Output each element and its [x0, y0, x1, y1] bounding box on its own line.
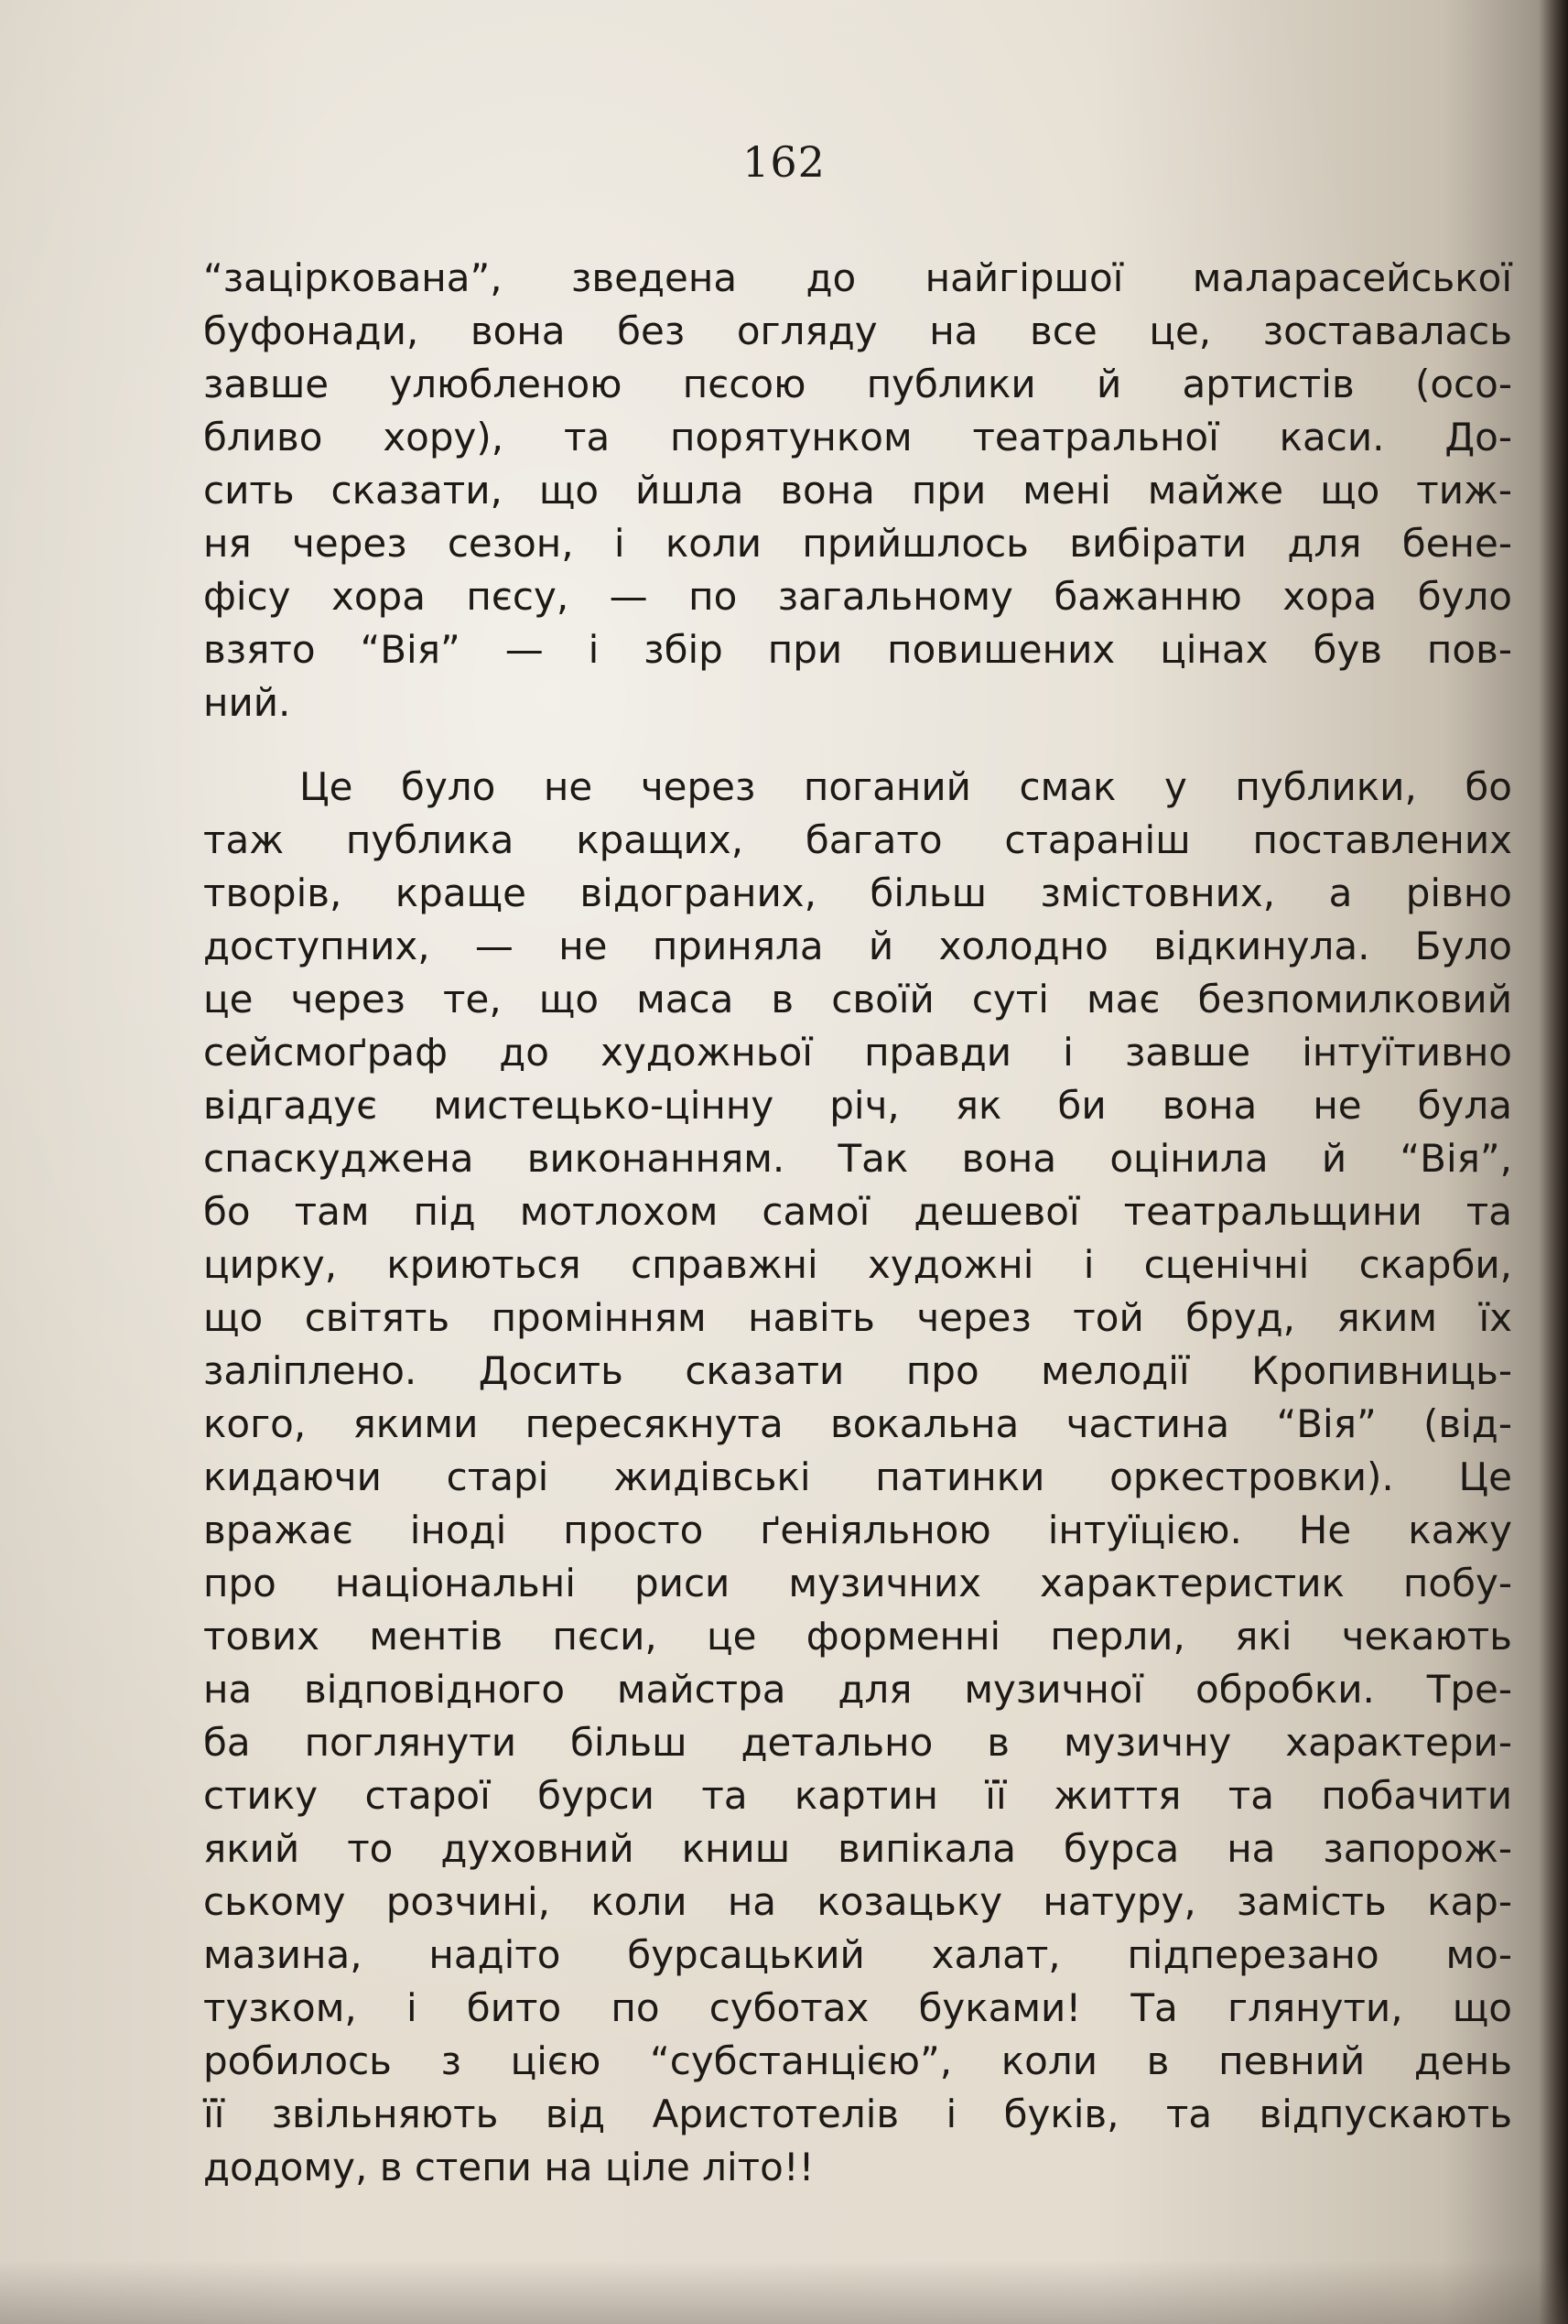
text-line: фісу хора пєсу, — по загальному бажанню хора було: [203, 574, 1512, 619]
text-line: заліплено. Досить сказати про мелодії Кропивниць-: [203, 1348, 1512, 1393]
text-line: додому, в степи на ціле літо!!: [203, 2145, 815, 2189]
text-line: ба поглянути більш детально в музичну характери-: [203, 1720, 1512, 1765]
text-line: тових ментів пєси, це форменні перли, які чекають: [203, 1614, 1512, 1659]
text-line: кого, якими пересякнута вокальна частина “Вія” (від-: [203, 1401, 1512, 1446]
text-line: тузком, і бито по суботах буками! Та глянути, що: [203, 1985, 1512, 2030]
text-line: її звільняють від Аристотелів і буків, та відпускають: [203, 2092, 1512, 2136]
page-bottom-shadow: [0, 2260, 1568, 2324]
text-line: бо там під мотлохом самої дешевої театральщини та: [203, 1189, 1512, 1234]
text-line: вражає іноді просто ґеніяльною інтуїцією. Не кажу: [203, 1508, 1512, 1552]
paragraph-2: [203, 761, 1512, 2194]
text-line: ському розчині, коли на козацьку натуру, замість кар-: [203, 1879, 1512, 1924]
text-line: ня через сезон, і коли прийшлось вибірати для бене-: [203, 521, 1512, 566]
text-line: таж публика кращих, багато стараніш поставлених: [203, 817, 1512, 862]
text-line: “заціркована”, зведена до найгіршої маларасейської: [203, 255, 1512, 300]
text-line: про національні риси музичних характеристик побу-: [203, 1561, 1512, 1605]
text-line: відгадує мистецько-цінну річ, як би вона не була: [203, 1083, 1512, 1128]
text-line: цирку, криються справжні художні і сценічні скарби,: [203, 1242, 1512, 1287]
page-edge-shadow: [1539, 0, 1568, 2324]
text-line: на відповідного майстра для музичної обробки. Тре-: [203, 1667, 1512, 1712]
text-line: завше улюбленою пєсою публики й артистів (осо-: [203, 362, 1512, 406]
text-line: доступних, — не приняла й холодно відкинула. Було: [203, 924, 1512, 968]
text-line: бливо хору), та порятунком театральної каси. До-: [203, 415, 1512, 459]
text-line: Це було не через поганий смак у публики, бо: [299, 764, 1512, 809]
text-line: стику старої бурси та картин її життя та побачити: [203, 1773, 1512, 1818]
text-line: взято “Вія” — і збір при повишених цінах був пов-: [203, 627, 1512, 672]
text-line: робилось з цією “субстанцією”, коли в певний день: [203, 2038, 1512, 2083]
text-line: ний.: [203, 680, 291, 725]
text-line: який то духовний книш випікала бурса на запорож-: [203, 1826, 1512, 1871]
paragraph-1: [203, 252, 1512, 730]
text-line: спаскуджена виконанням. Так вона оцінила й “Вія”,: [203, 1136, 1512, 1181]
text-line: це через те, що маса в своїй суті має безпомилковий: [203, 977, 1512, 1021]
text-line: сейсмоґраф до художньої правди і завше інтуїтивно: [203, 1030, 1512, 1075]
text-line: буфонади, вона без огляду на все це, зоставалась: [203, 308, 1512, 353]
text-line: творів, краще відограних, більш змістовних, а рівно: [203, 870, 1512, 915]
text-line: кидаючи старі жидівські патинки оркестровки). Це: [203, 1454, 1512, 1499]
page-number: 162: [742, 137, 826, 187]
text-line: сить сказати, що йшла вона при мені майже що тиж-: [203, 468, 1512, 513]
body-text: [203, 252, 1512, 2194]
text-line: мазина, надіто бурсацький халат, підперезано мо-: [203, 1932, 1512, 1977]
text-line: що світять промінням навіть через той бруд, яким їх: [203, 1295, 1512, 1340]
